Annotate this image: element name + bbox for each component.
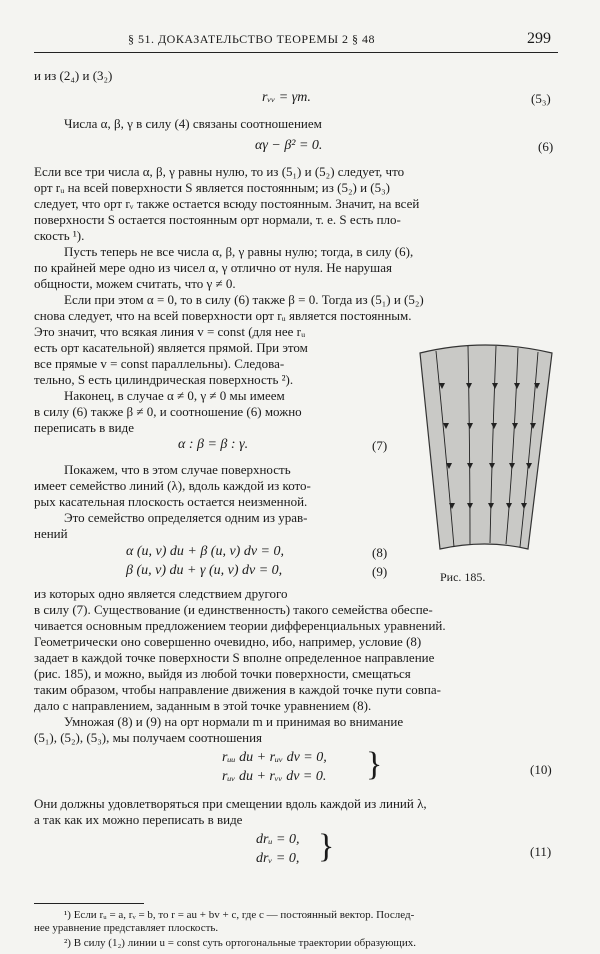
- text-line: задает в каждой точке поверхности S вполне определенное направление: [34, 650, 435, 665]
- text-line: Если при этом α = 0, то в силу (6) также β = 0. Тогда из (5₁) и (5₂): [64, 292, 424, 307]
- equation-5-3: rᵥᵥ = γm.: [262, 90, 311, 105]
- equation-number-9: (9): [372, 564, 388, 579]
- equation-10b: rᵤᵥ du + rᵥᵥ dv = 0.: [222, 769, 327, 784]
- text-line: поверхности S остается постоянным орт нормали, т. е. S есть пло-: [34, 212, 401, 227]
- equation-11b: drᵥ = 0,: [256, 851, 300, 866]
- equation-number-7: (7): [372, 438, 388, 453]
- equation-9: β (u, v) du + γ (u, v) dv = 0,: [126, 563, 283, 578]
- text-line: Числа α, β, γ в силу (4) связаны соотношением: [64, 116, 322, 131]
- text-line: тельно, S есть цилиндрическая поверхность ²).: [34, 372, 294, 387]
- brace: }: [366, 746, 383, 783]
- text-line: рых касательная плоскость остается неизменной.: [34, 494, 308, 509]
- text-line: в силу (7). Существование (и единственность) такого семейства обеспе-: [34, 602, 433, 617]
- equation-number-8: (8): [372, 545, 388, 560]
- footnote-rule: [34, 903, 144, 904]
- page-number: 299: [527, 30, 551, 47]
- footnote-1: ¹) Если rᵤ = a, rᵥ = b, то r = au + bv + c, где c — постоянный вектор. Послед-: [64, 909, 415, 921]
- text-line: переписать в виде: [34, 420, 135, 435]
- text-line: (рис. 185), и можно, выйдя из любой точки поверхности, смещаться: [34, 666, 411, 681]
- equation-6: αγ − β² = 0.: [255, 138, 323, 153]
- text-line: по крайней мере одно из чисел α, γ отлично от нуля. Не нарушая: [34, 260, 392, 275]
- equation-10a: rᵤᵤ du + rᵤᵥ dv = 0,: [222, 750, 327, 765]
- text-line: Они должны удовлетворяться при смещении вдоль каждой из линий λ,: [34, 796, 427, 811]
- equation-7: α : β = β : γ.: [178, 437, 249, 452]
- figure-caption: Рис. 185.: [440, 570, 486, 584]
- footnote-2: ²) В силу (1₂) линии u = const суть ортогональные траектории образующих.: [64, 937, 417, 949]
- text-line: Наконец, в случае α ≠ 0, γ ≠ 0 мы имеем: [64, 388, 285, 403]
- equation-11a: drᵤ = 0,: [256, 832, 300, 847]
- text-line: Это семейство определяется одним из урав-: [64, 510, 308, 525]
- equation-number-11: (11): [530, 844, 552, 859]
- text-line: имеет семейство линий (λ), вдоль каждой из кото-: [34, 478, 311, 493]
- text-line: и из (2₄) и (3₂): [34, 68, 113, 83]
- text-line: Пусть теперь не все числа α, β, γ равны нулю; тогда, в силу (6),: [64, 244, 414, 259]
- text-line: в силу (6) также β ≠ 0, и соотношение (6) можно: [34, 404, 302, 419]
- text-line: Покажем, что в этом случае поверхность: [64, 462, 291, 477]
- footnote-1-cont: нее уравнение представляет плоскость.: [34, 922, 219, 934]
- text-line: все прямые v = const параллельны). Следова-: [34, 356, 285, 371]
- text-line: таким образом, чтобы направление движения в каждой точке пути совпа-: [34, 682, 441, 697]
- text-line: скость ¹).: [34, 228, 85, 243]
- text-line: общности, можем считать, что γ ≠ 0.: [34, 276, 236, 291]
- text-line: (5₁), (5₂), (5₃), мы получаем соотношения: [34, 730, 263, 745]
- header-rule: [34, 52, 558, 53]
- figure-185: [410, 343, 560, 561]
- text-line: следует, что орт rᵥ также остается всюду постоянным. Значит, на всей: [34, 196, 420, 211]
- text-line: из которых одно является следствием другого: [34, 586, 288, 601]
- brace: }: [318, 828, 335, 865]
- surface-patch: [420, 345, 552, 549]
- text-line: Умножая (8) и (9) на орт нормали m и принимая во внимание: [64, 714, 404, 729]
- text-line: орт rᵤ на всей поверхности S является постоянным; из (5₂) и (5₃): [34, 180, 390, 195]
- text-line: есть орт касательной) является прямой. При этом: [34, 340, 308, 355]
- text-line: нений: [34, 526, 68, 541]
- equation-number-10: (10): [530, 762, 552, 777]
- equation-number-5-3: (5₃): [531, 91, 551, 106]
- equation-number-6: (6): [538, 139, 554, 154]
- text-line: дало с направлением, заданным в этой точке уравнением (8).: [34, 698, 372, 713]
- running-title: § 51. ДОКАЗАТЕЛЬСТВО ТЕОРЕМЫ 2 § 48: [128, 32, 376, 46]
- equation-8: α (u, v) du + β (u, v) dv = 0,: [126, 544, 285, 559]
- text-line: чивается основным предложением теории дифференциальных уравнений.: [34, 618, 446, 633]
- text-line: а так как их можно переписать в виде: [34, 812, 243, 827]
- text-line: Геометрически оно совершенно очевидно, ибо, например, условие (8): [34, 634, 422, 649]
- text-line: Если все три числа α, β, γ равны нулю, то из (5₁) и (5₂) следует, что: [34, 164, 405, 179]
- text-line: снова следует, что на всей поверхности орт rᵤ является постоянным.: [34, 308, 412, 323]
- text-line: Это значит, что всякая линия v = const (для нее rᵤ: [34, 324, 306, 339]
